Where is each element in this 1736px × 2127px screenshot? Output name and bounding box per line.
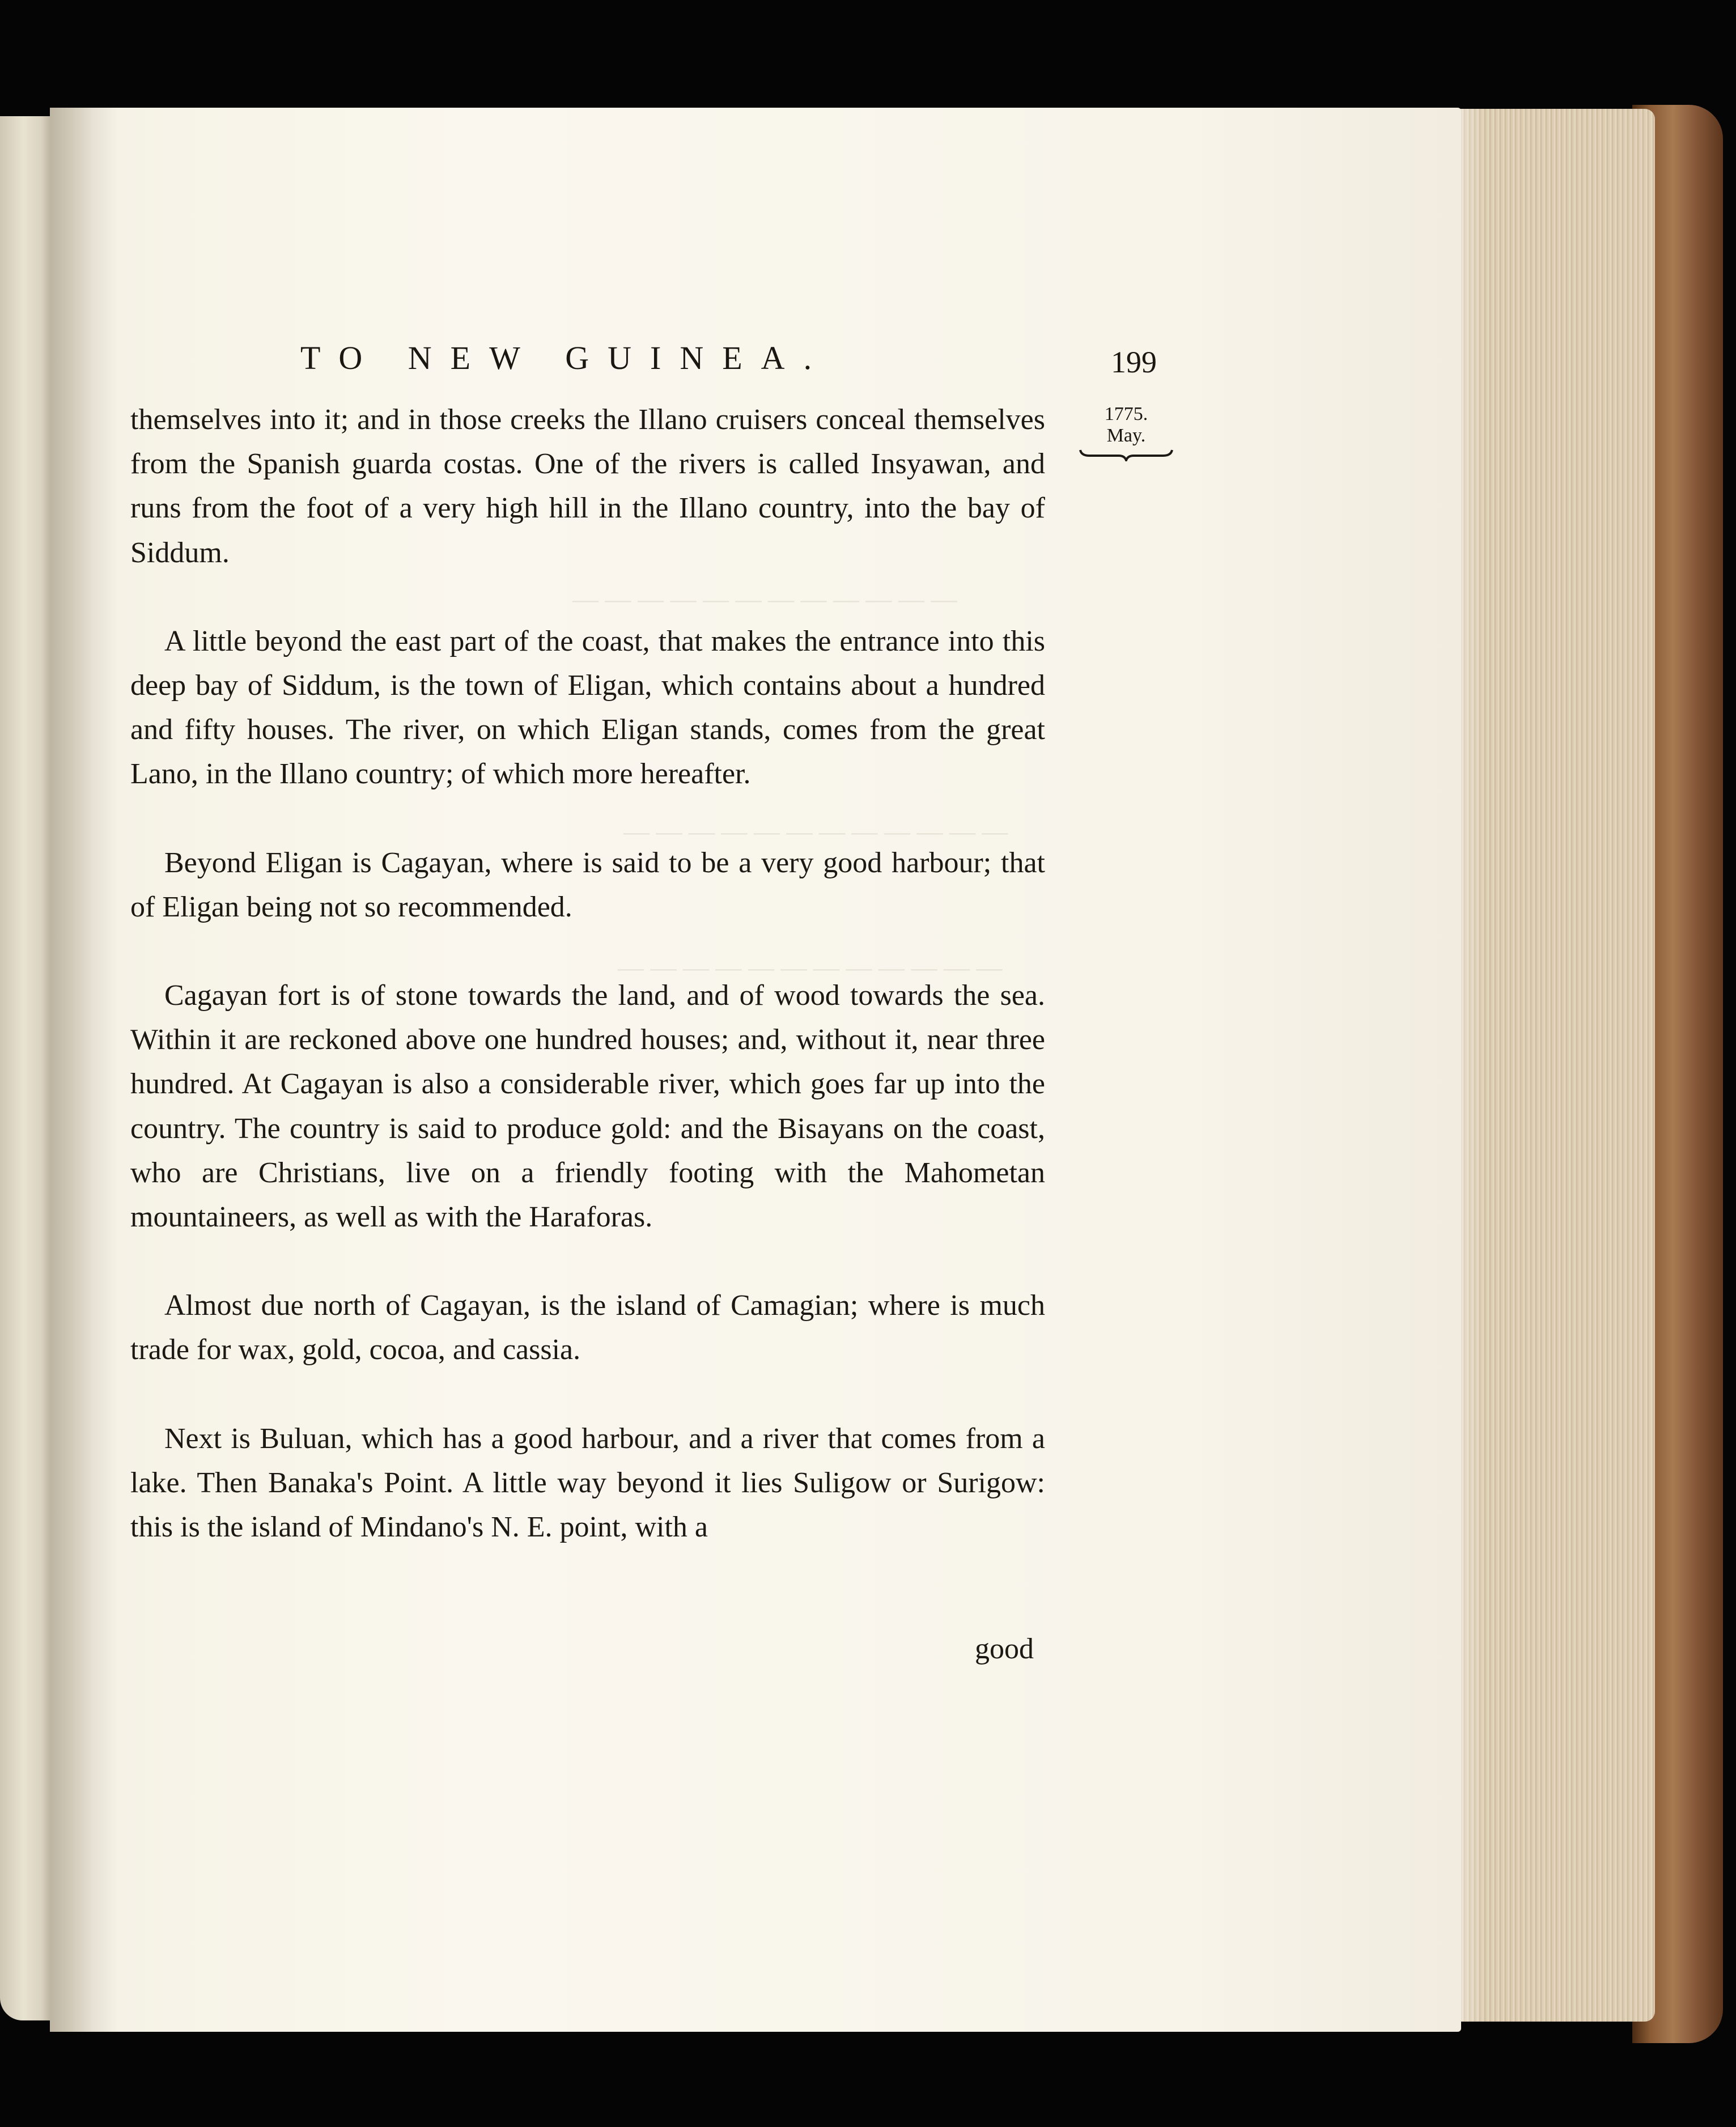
page-number: 199 xyxy=(1111,345,1157,379)
paragraph-6: Next is Buluan, which has a good harbour, and a river that comes from a lake. Then Banaka's Point. A little way beyond it lies Suligow or Surigow: this is the island of Mindano's N. E. point, with a xyxy=(130,1422,1045,1544)
margin-month: May. xyxy=(1106,425,1146,446)
margin-date-note xyxy=(1072,404,1180,461)
brace-icon xyxy=(1078,448,1174,461)
body-text xyxy=(130,398,1045,1549)
paragraph-2: A little beyond the east part of the coast, that makes the entrance into this deep bay of Siddum, is the town of Eligan, which contains about a hundred and fifty houses. The river, on which Eligan stands, comes from the great Lano, in the Illano country; of which more hereafter. xyxy=(130,625,1045,791)
gutter-shadow xyxy=(50,108,118,2032)
running-head: TO NEW GUINEA. xyxy=(300,339,831,376)
catchword: good xyxy=(975,1633,1034,1665)
bleed-through: — — — — — — — — — — — — xyxy=(623,817,1008,846)
paragraph-1: themselves into it; and in those creeks the Illano cruisers conceal themselves from the Spanish guarda costas. One of the rivers is called Insyawan, and runs from the foot of a very high hill in the Illano country, into the bay of Siddum. xyxy=(130,404,1045,569)
facing-page-edge xyxy=(0,116,52,2020)
paragraph-4: Cagayan fort is of stone towards the land, and of wood towards the sea. Within it are reckoned above one hundred houses; and, without it, near three hundred. At Cagayan is also a considerable river, which goes far up into the country. The country is said to produce gold: and the Bisayans on the coast, who are Christians, live on a friendly footing with the Mahometan mountaineers, as well as with the Haraforas. xyxy=(130,979,1045,1234)
margin-year: 1775. xyxy=(1104,404,1148,424)
bleed-through: — — — — — — — — — — — — xyxy=(572,584,957,613)
bleed-through: — — — — — — — — — — — — xyxy=(618,953,1003,982)
paragraph-5: Almost due north of Cagayan, is the island of Camagian; where is much trade for wax, gold, cocoa, and cassia. xyxy=(130,1289,1045,1366)
paragraph-3: Beyond Eligan is Cagayan, where is said to be a very good harbour; that of Eligan being not so recommended. xyxy=(130,846,1045,923)
